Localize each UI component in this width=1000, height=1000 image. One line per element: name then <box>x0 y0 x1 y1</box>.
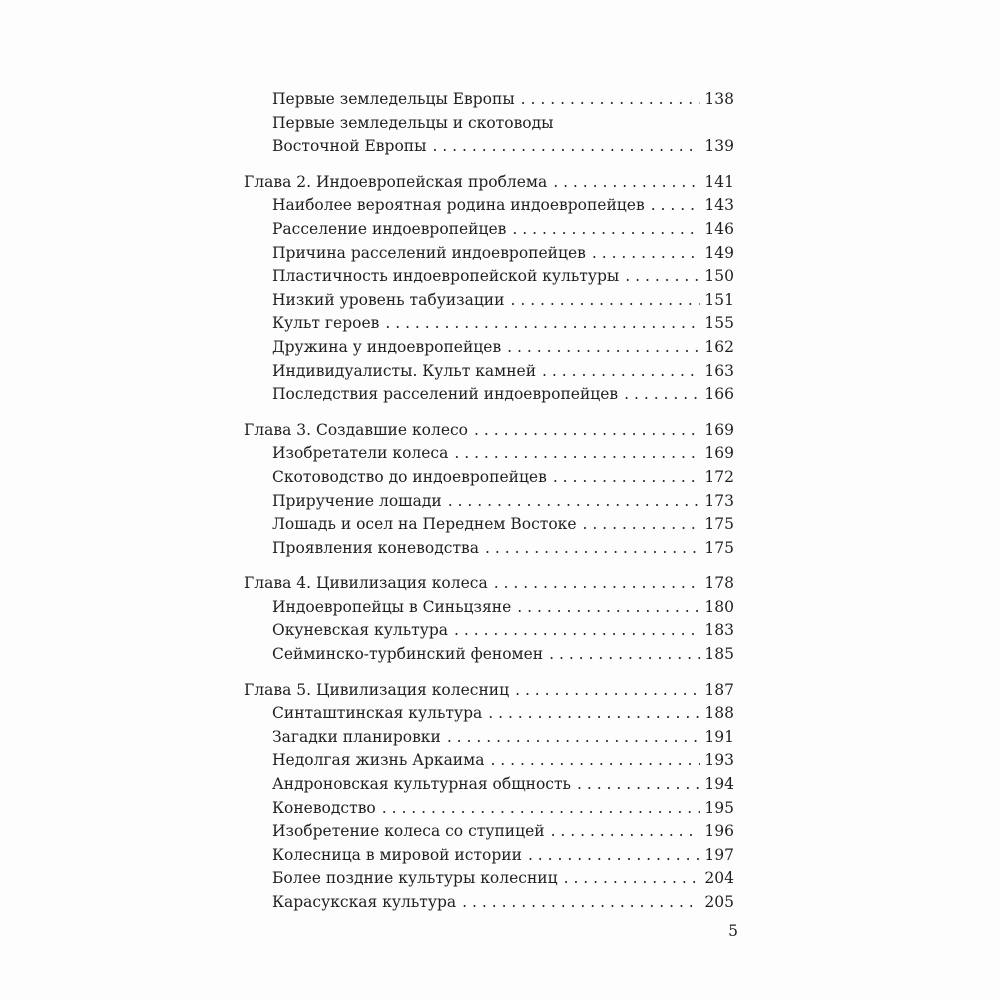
dot-leader <box>542 360 700 384</box>
toc-chapter-heading <box>244 572 734 596</box>
dot-leader <box>564 867 700 891</box>
dot-leader <box>528 844 700 868</box>
toc-entry <box>244 135 734 159</box>
toc-entry-page: 195 <box>704 798 734 817</box>
toc-entry-page: 139 <box>704 137 734 156</box>
dot-leader <box>510 289 700 313</box>
toc-entry-title: Низкий уровень табуизации <box>272 290 505 309</box>
toc-chapter-3 <box>244 419 734 561</box>
dot-leader <box>577 773 700 797</box>
toc-entry <box>244 442 734 466</box>
toc-entry-page: 188 <box>704 704 734 723</box>
toc-entry-title: Недолгая жизнь Аркаима <box>272 751 485 770</box>
toc-entry-title: Приручение лошади <box>272 491 442 510</box>
toc-entry-page: 193 <box>704 751 734 770</box>
toc-chapter-2 <box>244 171 734 407</box>
toc-entry-page: 173 <box>704 491 734 510</box>
toc-entry-page: 183 <box>704 621 734 640</box>
toc-entry-page: 185 <box>704 645 734 664</box>
toc-entry-page: 149 <box>704 243 734 262</box>
toc-entry <box>244 513 734 537</box>
toc-entry-title: Расселение индоевропейцев <box>272 219 507 238</box>
table-of-contents <box>244 88 734 915</box>
toc-entry <box>244 466 734 490</box>
dot-leader <box>488 702 700 726</box>
toc-entry-title: Лошадь и осел на Переднем Востоке <box>272 515 577 534</box>
toc-entry <box>244 360 734 384</box>
toc-entry <box>244 312 734 336</box>
toc-entry-page: 166 <box>704 385 734 404</box>
toc-entry <box>244 726 734 750</box>
toc-entry <box>244 490 734 514</box>
dot-leader <box>553 171 700 195</box>
toc-entry-title: Восточной Европы <box>272 137 427 156</box>
dot-leader <box>485 537 700 561</box>
toc-entry-title: Загадки планировки <box>272 727 441 746</box>
toc-entry-title: Андроновская культурная общность <box>272 775 571 794</box>
toc-entry <box>244 749 734 773</box>
toc-entry-page: 194 <box>704 775 734 794</box>
toc-entry <box>244 643 734 667</box>
toc-chapter-heading <box>244 419 734 443</box>
toc-entry <box>244 88 734 112</box>
toc-entry-title-line1: Первые земледельцы и скотоводы <box>272 113 554 132</box>
toc-entry-title: Индивидуалисты. Культ камней <box>272 361 537 380</box>
toc-entry-title: Изобретатели колеса <box>272 444 449 463</box>
dot-leader <box>592 242 700 266</box>
toc-entry <box>244 773 734 797</box>
toc-entry <box>244 194 734 218</box>
toc-entry <box>244 619 734 643</box>
toc-entry-page: 155 <box>704 314 734 333</box>
dot-leader <box>651 194 700 218</box>
toc-chapter-heading <box>244 679 734 703</box>
toc-entry-title: Окуневская культура <box>272 621 449 640</box>
toc-entry <box>244 891 734 915</box>
toc-entry-page: 172 <box>704 467 734 486</box>
toc-entry <box>244 797 734 821</box>
toc-entry <box>244 383 734 407</box>
dot-leader <box>385 312 700 336</box>
dot-leader <box>382 797 700 821</box>
toc-chapter-page: 178 <box>704 574 734 593</box>
dot-leader <box>448 490 700 514</box>
toc-entry-title: Последствия расселений индоевропейцев <box>272 385 619 404</box>
toc-entry <box>244 265 734 289</box>
dot-leader <box>432 135 700 159</box>
toc-entry-title: Первые земледельцы Европы <box>272 90 515 108</box>
page-number: 5 <box>728 922 738 940</box>
toc-entry-title: Культ героев <box>272 314 380 333</box>
toc-entry-title: Причина расселений индоевропейцев <box>272 243 586 262</box>
toc-entry-page: 197 <box>704 845 734 864</box>
toc-entry-title: Сейминско-турбинский феномен <box>272 645 544 664</box>
toc-chapter-page: 187 <box>704 680 734 699</box>
toc-entry-title: Скотоводство до индоевропейцев <box>272 467 547 486</box>
toc-entry <box>244 242 734 266</box>
toc-entry-page: 180 <box>704 597 734 616</box>
toc-chapter-title: Глава 3. Создавшие колесо <box>244 420 469 439</box>
toc-entry-title: Синташтинская культура <box>272 704 483 723</box>
dot-leader <box>551 820 700 844</box>
dot-leader <box>549 643 700 667</box>
toc-entry-title: Пластичность индоевропейской культуры <box>272 267 620 286</box>
toc-entry-page: 162 <box>704 337 734 356</box>
dot-leader <box>624 383 700 407</box>
toc-entry-page: 175 <box>704 515 734 534</box>
toc-chapter-title: Глава 2. Индоевропейская проблема <box>244 172 548 191</box>
dot-leader <box>462 891 700 915</box>
toc-entry-wrapped-line <box>244 112 734 136</box>
toc-entry-title: Наиболее вероятная родина индоевропейцев <box>272 196 645 215</box>
toc-entry-title: Колесница в мировой истории <box>272 845 522 864</box>
toc-entry-title: Индоевропейцы в Синьцзяне <box>272 597 512 616</box>
dot-leader <box>521 88 700 112</box>
toc-entry-title: Дружина у индоевропейцев <box>272 337 502 356</box>
toc-entry-page: 205 <box>704 893 734 911</box>
toc-entry <box>244 820 734 844</box>
dot-leader <box>583 513 700 537</box>
toc-entry-page: 204 <box>704 869 734 888</box>
toc-entry-page: 150 <box>704 267 734 286</box>
toc-entry <box>244 596 734 620</box>
dot-leader <box>553 466 700 490</box>
toc-group-intro <box>244 88 734 159</box>
toc-chapter-page: 169 <box>704 420 734 439</box>
toc-entry <box>244 289 734 313</box>
dot-leader <box>515 679 700 703</box>
toc-entry-page: 151 <box>704 290 734 309</box>
dot-leader <box>474 419 700 443</box>
toc-chapter-5 <box>244 679 734 915</box>
toc-entry <box>244 867 734 891</box>
toc-chapter-4 <box>244 572 734 666</box>
toc-entry-page: 163 <box>704 361 734 380</box>
dot-leader <box>447 726 700 750</box>
toc-entry <box>244 336 734 360</box>
dot-leader <box>625 265 700 289</box>
toc-entry-title: Более поздние культуры колесниц <box>272 869 558 888</box>
toc-entry-page: 191 <box>704 727 734 746</box>
dot-leader <box>517 596 700 620</box>
toc-chapter-title: Глава 4. Цивилизация колеса <box>244 574 488 593</box>
toc-entry-page: 175 <box>704 538 734 557</box>
dot-leader <box>512 218 700 242</box>
toc-entry-page: 146 <box>704 219 734 238</box>
toc-chapter-page: 141 <box>704 172 734 191</box>
toc-entry <box>244 702 734 726</box>
toc-chapter-title: Глава 5. Цивилизация колесниц <box>244 680 510 699</box>
dot-leader <box>490 749 700 773</box>
toc-entry <box>244 537 734 561</box>
dot-leader <box>454 619 700 643</box>
toc-entry-page: 138 <box>704 90 734 108</box>
dot-leader <box>507 336 700 360</box>
toc-entry <box>244 844 734 868</box>
toc-chapter-heading <box>244 171 734 195</box>
dot-leader <box>454 442 700 466</box>
toc-entry <box>244 218 734 242</box>
toc-entry-title: Карасукская культура <box>272 893 457 911</box>
dot-leader <box>494 572 700 596</box>
toc-entry-title: Проявления коневодства <box>272 538 480 557</box>
toc-entry-title: Коневодство <box>272 798 376 817</box>
toc-entry-page: 143 <box>704 196 734 215</box>
toc-entry-page: 169 <box>704 444 734 463</box>
toc-entry-title: Изобретение колеса со ступицей <box>272 822 545 841</box>
toc-entry-page: 196 <box>704 822 734 841</box>
